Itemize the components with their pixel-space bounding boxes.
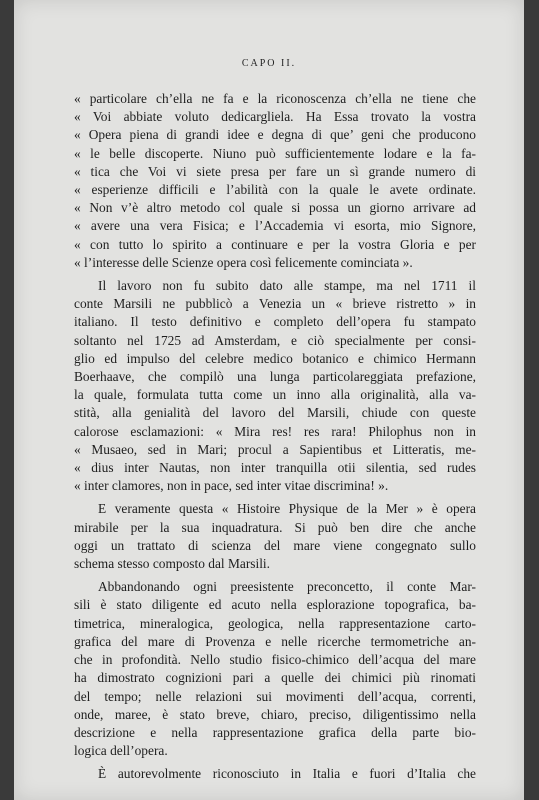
text-line: timetrica, mineralogica, geologica, nella rappresentazione carto- [74, 615, 476, 631]
running-header: CAPO II. [241, 58, 297, 69]
text-line: Il lavoro non fu subito dato alle stampe, ma nel 1711 il [98, 278, 476, 294]
text-line: « Musaeo, sed in Mari; procul a Sapientibus et Litteratis, me- [74, 441, 476, 457]
text-line: sili è stato diligente ed acuto nella esplorazione topografica, ba- [74, 597, 476, 613]
text-line: « con tutto lo spirito a continuare e per la vostra Gloria e per [74, 236, 476, 252]
text-line: grafica del mare di Provenza e nelle ricerche termometriche an- [74, 633, 476, 649]
text-line: « Opera piena di grandi idee e degna di que’ geni che producono [74, 127, 476, 143]
text-line: mirabile per la sua inquadratura. Si può ben dire che anche [74, 519, 476, 535]
text-line: italiano. Il testo definitivo e completo dell’opera fu stampato [74, 314, 476, 330]
text-line: che in profondità. Nello studio fisico-chimico dell’acqua del mare [74, 652, 476, 668]
text-line: Boerhaave, che compilò una lunga particolareggiata prefazione, [74, 369, 476, 385]
text-line: Abbandonando ogni preesistente preconcetto, il conte Mar- [98, 579, 476, 595]
text-line: È autorevolmente riconosciuto in Italia e fuori d’Italia che [98, 766, 476, 782]
text-line: « dius inter Nautas, non inter tranquilla otii silentia, sed rudes [74, 460, 476, 476]
text-line: « avere una vera Fisica; e l’Accademia vi esorta, mio Signore, [74, 218, 476, 234]
paragraph [74, 578, 476, 760]
book-page [14, 0, 524, 800]
text-line: del tempo; nelle relazioni sui movimenti dell’acqua, correnti, [74, 688, 476, 704]
text-line: « le belle discoperte. Niuno può sufficientemente lodare e la fa- [74, 145, 476, 161]
text-line: ha dimostrato cognizioni pari a quelle dei chimici più rinomati [74, 670, 476, 686]
text-line: calorose esclamazioni: « Mira res! res rara! Philophus non in [74, 423, 476, 439]
text-line: « tica che Voi vi siete presa per fare un sì grande numero di [74, 163, 476, 179]
text-line: « particolare ch’ella ne fa e la riconoscenza ch’ella ne tiene che [74, 91, 476, 106]
text-line: logica dell’opera. [74, 743, 168, 759]
text-line: glio ed impulso del celebre medico botanico e chimico Hermann [74, 350, 476, 366]
body-text [74, 90, 476, 789]
text-line: stità, alla genialità del lavoro del Marsili, chiude con queste [74, 405, 476, 421]
paragraph [74, 765, 476, 783]
text-line: « inter clamores, non in pace, sed inter vitae discrimina! ». [74, 478, 389, 494]
text-line: « Non v’è altro metodo col quale si possa un giorno arrivare ad [74, 200, 476, 216]
text-line: onde, maree, è stato breve, chiaro, preciso, diligentissimo nella [74, 706, 476, 722]
text-line: « l’interesse delle Scienze opera così felicemente cominciata ». [74, 254, 413, 270]
text-line: E veramente questa « Histoire Physique de la Mer » è opera [98, 501, 476, 517]
text-line: schema stesso composto dal Marsili. [74, 556, 270, 572]
paragraph [74, 277, 476, 495]
text-line: « esperienze difficili e l’abilità con la quale le avete ordinate. [74, 182, 476, 198]
paragraph [74, 500, 476, 573]
text-line: soltanto nel 1725 ad Amsterdam, e ciò specialmente per consi- [74, 332, 476, 348]
text-line: descrizione e nella rappresentazione grafica della parte bio- [74, 724, 476, 740]
text-line: la quale, formulata tutta come un inno alla originalità, alla va- [74, 387, 476, 403]
text-line: oggi un trattato di scienza del mare viene congegnato sullo [74, 537, 476, 553]
text-line: « Voi abbiate voluto dedicargliela. Ha Essa trovato la vostra [74, 109, 476, 125]
text-line: conte Marsili ne pubblicò a Venezia un « brieve ristretto » in [74, 296, 476, 312]
paragraph [74, 90, 476, 272]
